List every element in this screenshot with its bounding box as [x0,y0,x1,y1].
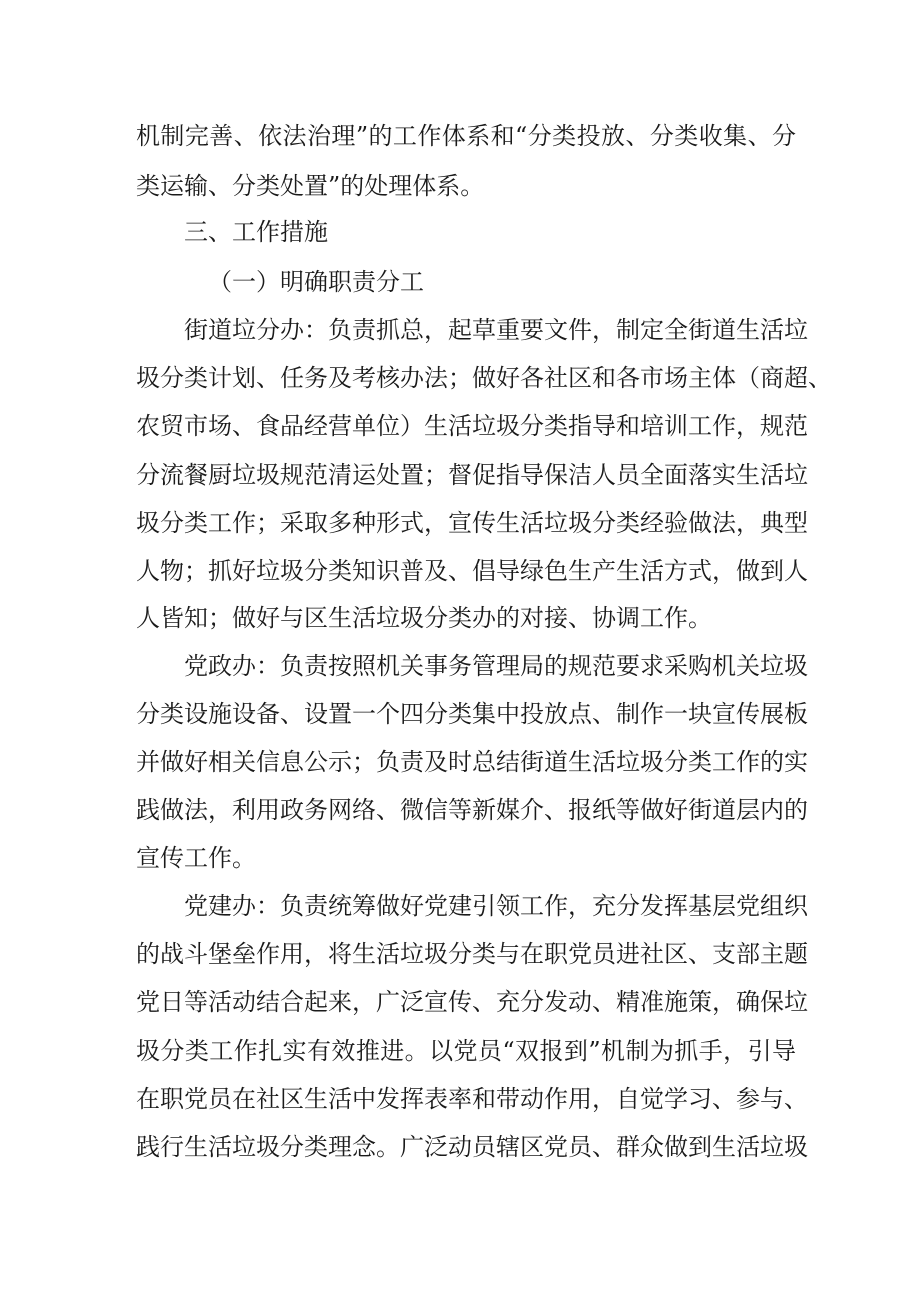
paragraph-line: 机制完善、依法治理”的工作体系和“分类投放、分类收集、分 [136,122,796,150]
paragraph-line: 圾分类工作扎实有效推进。以党员“双报到”机制为抓手，引导 [136,1037,796,1065]
paragraph-line: 圾分类计划、任务及考核办法；做好各社区和各市场主体（商超、 [136,364,832,392]
subsection-heading: （一）明确职责分工 [208,268,424,296]
paragraph-line: 人皆知；做好与区生活垃圾分类办的对接、协调工作。 [136,604,712,632]
paragraph-line: 的战斗堡垒作用，将生活垃圾分类与在职党员进社区、支部主题 [136,940,808,968]
paragraph-line: 践做法，利用政务网络、微信等新媒介、报纸等做好街道层内的 [136,796,808,824]
paragraph-line: 分流餐厨垃圾规范清运处置；督促指导保洁人员全面落实生活垃 [136,461,808,489]
paragraph-line: 宣传工作。 [136,844,256,872]
paragraph-line: 圾分类工作；采取多种形式，宣传生活垃圾分类经验做法，典型 [136,509,808,537]
paragraph-line: 党政办：负责按照机关事务管理局的规范要求采购机关垃圾 [184,652,808,680]
paragraph-line: 并做好相关信息公示；负责及时总结街道生活垃圾分类工作的实 [136,748,808,776]
paragraph-line: 人物；抓好垃圾分类知识普及、倡导绿色生产生活方式，做到人 [136,557,808,585]
paragraph-line: 分类设施设备、设置一个四分类集中投放点、制作一块宣传展板 [136,700,808,728]
paragraph-line: 类运输、分类处置”的处理体系。 [136,172,485,200]
paragraph-line: 党建办：负责统筹做好党建引领工作，充分发挥基层党组织 [184,892,808,920]
paragraph-line: 党日等活动结合起来，广泛宣传、充分发动、精准施策，确保垃 [136,988,808,1016]
paragraph-line: 街道垃分办：负责抓总，起草重要文件，制定全街道生活垃 [184,316,808,344]
paragraph-line: 践行生活垃圾分类理念。广泛动员辖区党员、群众做到生活垃圾 [136,1133,808,1161]
section-heading: 三、工作措施 [184,218,328,246]
paragraph-line: 农贸市场、食品经营单位）生活垃圾分类指导和培训工作，规范 [136,412,808,440]
paragraph-line: 在职党员在社区生活中发挥表率和带动作用，自觉学习、参与、 [136,1085,808,1113]
